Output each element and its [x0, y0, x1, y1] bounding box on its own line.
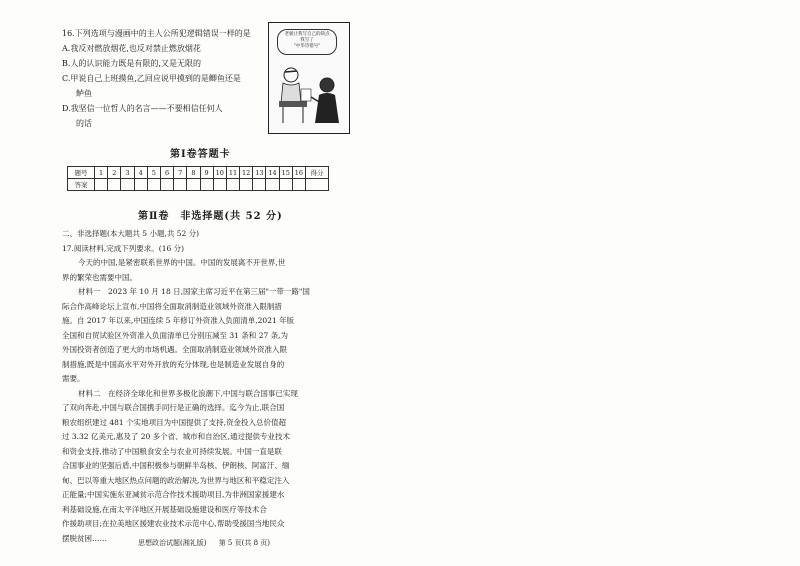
- material-1-line: 际合作高峰论坛上宣布,中国将全面取消制造业领域外资准入限制措: [62, 301, 282, 311]
- answer-cell[interactable]: [108, 179, 121, 191]
- option-c-line2: 鲈鱼: [76, 89, 92, 98]
- material-2-line: 过 3.32 亿美元,惠及了 20 多个省、城市和自治区,通过提供专业技术: [62, 432, 291, 441]
- answer-cell[interactable]: [174, 179, 187, 191]
- question-number-cell: 1: [95, 167, 108, 179]
- material-2-line: 正能量;中国实施东亚减贫示范合作技术援助项目,为非洲国家援建水: [62, 490, 285, 499]
- score-label-cell: 得分: [306, 167, 329, 179]
- option-d: [62, 101, 274, 131]
- answer-cell[interactable]: [253, 179, 266, 191]
- answer-card-number-row: [68, 167, 329, 179]
- question-16-stem: 16.下列选项与漫画中的主人公所犯逻辑错误一样的是: [62, 29, 251, 38]
- question-number-cell: 3: [121, 167, 134, 179]
- bubble-line-2: 我写了: [300, 38, 314, 43]
- material-2-line: 粮农组织建过 481 个实地项目为中国提供了支持,资金投入总价值超: [62, 417, 286, 427]
- answer-cell[interactable]: [134, 179, 147, 191]
- score-cell[interactable]: [306, 179, 329, 191]
- material-2-line: 摆脱贫困……: [62, 533, 107, 543]
- material-2-line: 和资金支持,推动了中国粮食安全与农业可持续发展。中国一直是联: [62, 446, 282, 456]
- material-1-line: 制措施,既是中国高水平对外开放的充分体现,也是制造业发展自身的: [62, 359, 285, 369]
- answer-cell[interactable]: [266, 179, 279, 191]
- question-number-cell: 12: [240, 167, 253, 179]
- page-footer: [138, 538, 280, 548]
- answer-cell[interactable]: [213, 179, 226, 191]
- answer-cell[interactable]: [187, 179, 200, 191]
- section-heading: 二、非选择题(本大题共 5 小题,共 52 分): [62, 229, 200, 238]
- question-number-cell: 11: [226, 167, 239, 179]
- question-16: [62, 26, 274, 131]
- answer-cell[interactable]: [147, 179, 160, 191]
- answer-card-title: 第Ⅰ卷答题卡: [170, 149, 231, 160]
- answer-cell[interactable]: [292, 179, 305, 191]
- bubble-line-1: 老板让我写自己的缺点: [284, 32, 330, 37]
- question-number-cell: 5: [147, 167, 160, 179]
- answer-cell[interactable]: [200, 179, 213, 191]
- option-c-line1: C.甲说自己上班摸鱼,乙回应说甲摸到的是鲫鱼还是: [62, 74, 241, 83]
- answer-cell[interactable]: [95, 179, 108, 191]
- option-a: A.我反对燃放烟花,也反对禁止燃放烟花: [62, 44, 201, 53]
- option-d-line2: 的话: [76, 119, 92, 128]
- question-number-cell: 9: [200, 167, 213, 179]
- intro-line-2: 界的繁荣也需要中国。: [62, 272, 137, 282]
- row-label-number: 题号: [68, 167, 95, 179]
- material-1-line: 需要。: [62, 374, 85, 383]
- question-number-cell: 13: [253, 167, 266, 179]
- row-label-answer: 答案: [68, 179, 95, 191]
- answer-cell[interactable]: [121, 179, 134, 191]
- question-number-cell: 2: [108, 167, 121, 179]
- bubble-line-3: "中华诗错号": [293, 44, 321, 49]
- answer-cell[interactable]: [240, 179, 253, 191]
- question-number-cell: 15: [279, 167, 292, 179]
- answer-card-table: [67, 166, 329, 191]
- footer-subject: 思想政治试题(湘礼版): [138, 539, 207, 547]
- question-number-cell: 4: [134, 167, 147, 179]
- cartoon-illustration: [268, 22, 350, 134]
- question-number-cell: 14: [266, 167, 279, 179]
- answer-card-answer-row: [68, 179, 329, 191]
- question-17: 17.阅读材料,完成下列要求。(16 分): [62, 243, 185, 253]
- material-2-line: 材料二 在经济全球化和世界多极化浪潮下,中国与联合国事已实现: [78, 388, 298, 398]
- material-2-line: 甸、巴以等重大地区热点问题的政治解决,为世界与地区和平稳定注入: [62, 475, 290, 485]
- intro-line-1: 今天的中国,是紧密联系世界的中国。中国的发展离不开世界,世: [78, 258, 286, 267]
- material-2-line: 了双向奔赴,中国与联合国携手同行是正确的选择。迄今为止,联合国: [62, 403, 285, 412]
- part-two-title: 第Ⅱ卷 非选择题(共 52 分): [138, 211, 283, 222]
- material-2-line: 作援助项目;在拉美地区援建农业技术示范中心,帮助受援国当地民众: [62, 519, 285, 528]
- material-2-line: 利基础设施,在南太平洋地区开展基础设施建设和医疗等技术合: [62, 504, 267, 514]
- material-1-line: 材料一 2023 年 10 月 18 日,国家主席习近平在第三届"一带一路"国: [78, 287, 310, 296]
- answer-cell[interactable]: [279, 179, 292, 191]
- footer-page-number: 第 5 页(共 8 页): [218, 539, 270, 547]
- option-c: [62, 71, 274, 101]
- question-number-cell: 10: [213, 167, 226, 179]
- question-number-cell: 16: [292, 167, 305, 179]
- option-b: B.人的认识能力既是有限的,又是无限的: [62, 59, 201, 68]
- question-number-cell: 8: [187, 167, 200, 179]
- cartoon-figures-icon: [269, 23, 349, 133]
- material-1-line: 全国和自贸试验区外资准入负面清单已分别压减至 31 条和 27 条,为: [62, 330, 289, 340]
- material-2-line: 合国事业的坚强后盾,中国积极参与朝鲜半岛核、伊朗核、阿富汗、缅: [62, 461, 290, 470]
- answer-cell[interactable]: [160, 179, 173, 191]
- question-number-cell: 7: [174, 167, 187, 179]
- answer-cell[interactable]: [226, 179, 239, 191]
- material-1-line: 外国投资者创造了更大的市场机遇。全面取消制造业领域外资准入限: [62, 345, 287, 354]
- option-d-line1: D.我坚信一位哲人的名言——不要相信任何人: [62, 104, 223, 113]
- material-1-line: 施。自 2017 年以来,中国连续 5 年修订外资准入负面清单,2021 年版: [62, 316, 295, 325]
- question-number-cell: 6: [160, 167, 173, 179]
- part-two-body: [62, 227, 352, 546]
